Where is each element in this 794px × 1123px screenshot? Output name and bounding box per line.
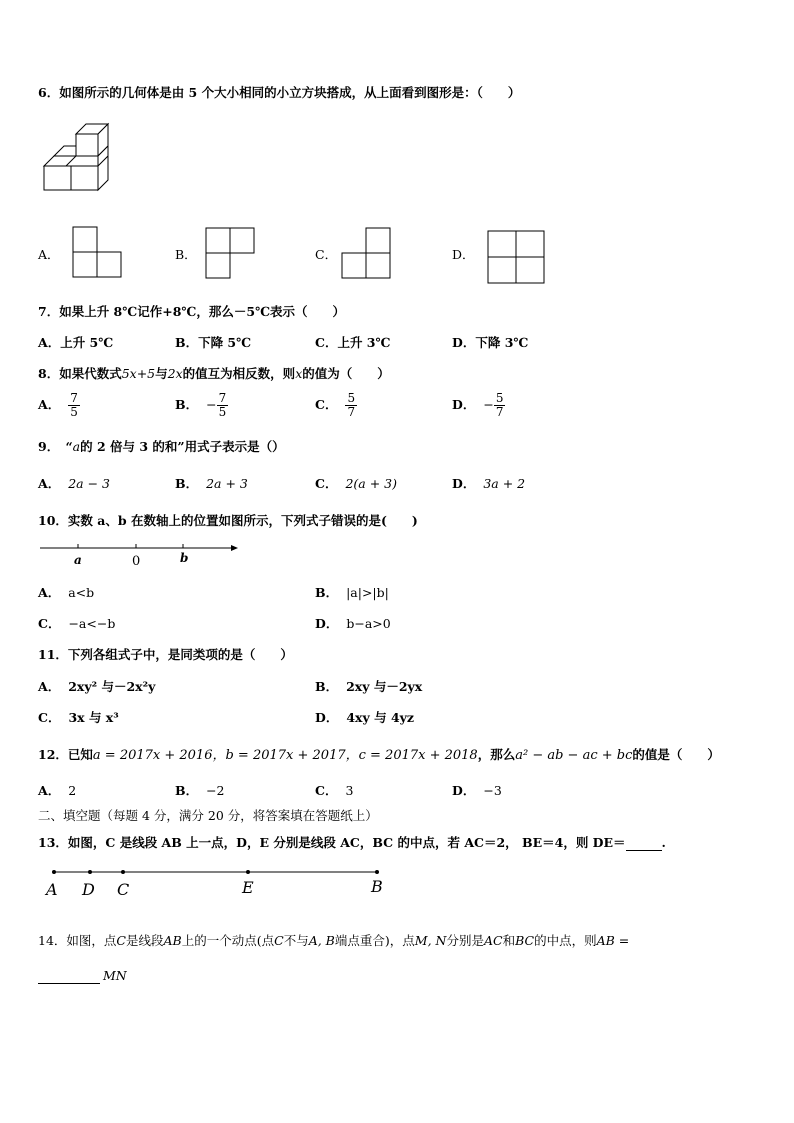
q7-option-c: C．上升 3℃ [315, 335, 391, 350]
number-line-label-zero: 0 [132, 554, 141, 569]
q9-option-d: D． 3a + 2 [452, 476, 526, 491]
point-label-b: B [371, 877, 383, 896]
q8-option-b: B． − $\frac{7}{5}$ [175, 391, 227, 419]
q11-option-a: A． 2xy² 与－2x²y [38, 679, 156, 694]
q14-answer-blank[interactable] [38, 968, 100, 984]
point-label-e: E [242, 878, 254, 897]
q8-stem: 8．如果代数式5x+5与2x的值互为相反数，则x的值为（ ） [38, 366, 390, 381]
q13-answer-blank[interactable] [626, 835, 662, 851]
q10-stem: 10．实数 a、b 在数轴上的位置如图所示，下列式子错误的是( ) [38, 513, 418, 528]
q11-stem: 11．下列各组式子中，是同类项的是（ ） [38, 647, 293, 662]
q12-option-d: D． −3 [452, 783, 502, 798]
section-heading: 二、填空题（每题 4 分，满分 20 分，将答案填在答题纸上） [38, 808, 378, 823]
q6-option-c-figure [341, 227, 391, 279]
q7-stem: 7．如果上升 8℃记作+8℃，那么－5℃表示（ ） [38, 304, 346, 319]
q10-option-c: C． −a<−b [38, 616, 116, 631]
q8-option-c: C． $\frac{5}{7}$ [315, 391, 356, 419]
q11-option-c: C． 3x 与 x³ [38, 710, 119, 725]
q12-option-b: B． −2 [175, 783, 225, 798]
q9-option-c: C． 2(a + 3) [315, 476, 397, 491]
q9-option-b: B． 2a + 3 [175, 476, 248, 491]
q6-option-b-figure [205, 227, 255, 279]
q6-stem: 6．如图所示的几何体是由 5 个大小相同的小立方块搭成，从上面看到图形是：（ ） [38, 85, 521, 100]
q10-option-d: D． b−a>0 [315, 616, 391, 631]
number-line-arrow-icon [231, 545, 238, 551]
point-label-c: C [117, 880, 130, 899]
q6-option-a-figure [72, 226, 122, 278]
q11-option-b: B． 2xy 与－2yx [315, 679, 423, 694]
q6-option-d-figure [487, 230, 545, 284]
q6-option-a-label: A． [38, 247, 60, 262]
point-label-d: D [82, 880, 95, 899]
q13-stem: 13．如图，C 是线段 AB 上一点，D，E 分别是线段 AC，BC 的中点，若 AC＝2， BE＝4，则 DE＝ . [38, 835, 666, 850]
q10-number-line [38, 538, 240, 570]
q7-option-b: B．下降 5℃ [175, 335, 252, 350]
point-label-a: A [46, 880, 58, 899]
q8-option-a: A． $\frac{7}{5}$ [38, 391, 78, 419]
q12-stem: 12．已知a = 2017x + 2016，b = 2017x + 2017，c = 2017x + 2018，那么a² − ab − ac + bc的值是（ ） [38, 747, 720, 763]
q6-option-c-label: C． [315, 247, 338, 262]
q10-option-a: A． a<b [38, 585, 95, 600]
q9-stem: 9． “a的 2 倍与 3 的和”用式子表示是（） [38, 439, 285, 454]
q12-option-c: C． 3 [315, 783, 354, 798]
number-line-label-b: b [180, 551, 189, 565]
q10-option-b: B． |a|>|b| [315, 585, 389, 600]
q14-answer-line: MN [38, 968, 127, 984]
q14-stem: 14．如图，点C是线段AB上的一个动点(点C不与A, B端点重合)，点M, N分别是AC和BC的中点，则AB = [38, 933, 630, 948]
number-line-label-a: a [74, 553, 82, 567]
q12-option-a: A． 2 [38, 783, 77, 798]
q9-option-a: A． 2a − 3 [38, 476, 110, 491]
q7-option-a: A．上升 5℃ [38, 335, 114, 350]
q11-option-d: D． 4xy 与 4yz [315, 710, 415, 725]
q8-option-d: D． − $\frac{5}{7}$ [452, 391, 504, 419]
q13-segment-figure [40, 862, 390, 902]
q6-solid-figure [40, 120, 120, 200]
q7-option-d: D．下降 3℃ [452, 335, 529, 350]
q6-option-b-label: B． [175, 247, 197, 262]
q6-option-d-label: D． [452, 247, 475, 262]
